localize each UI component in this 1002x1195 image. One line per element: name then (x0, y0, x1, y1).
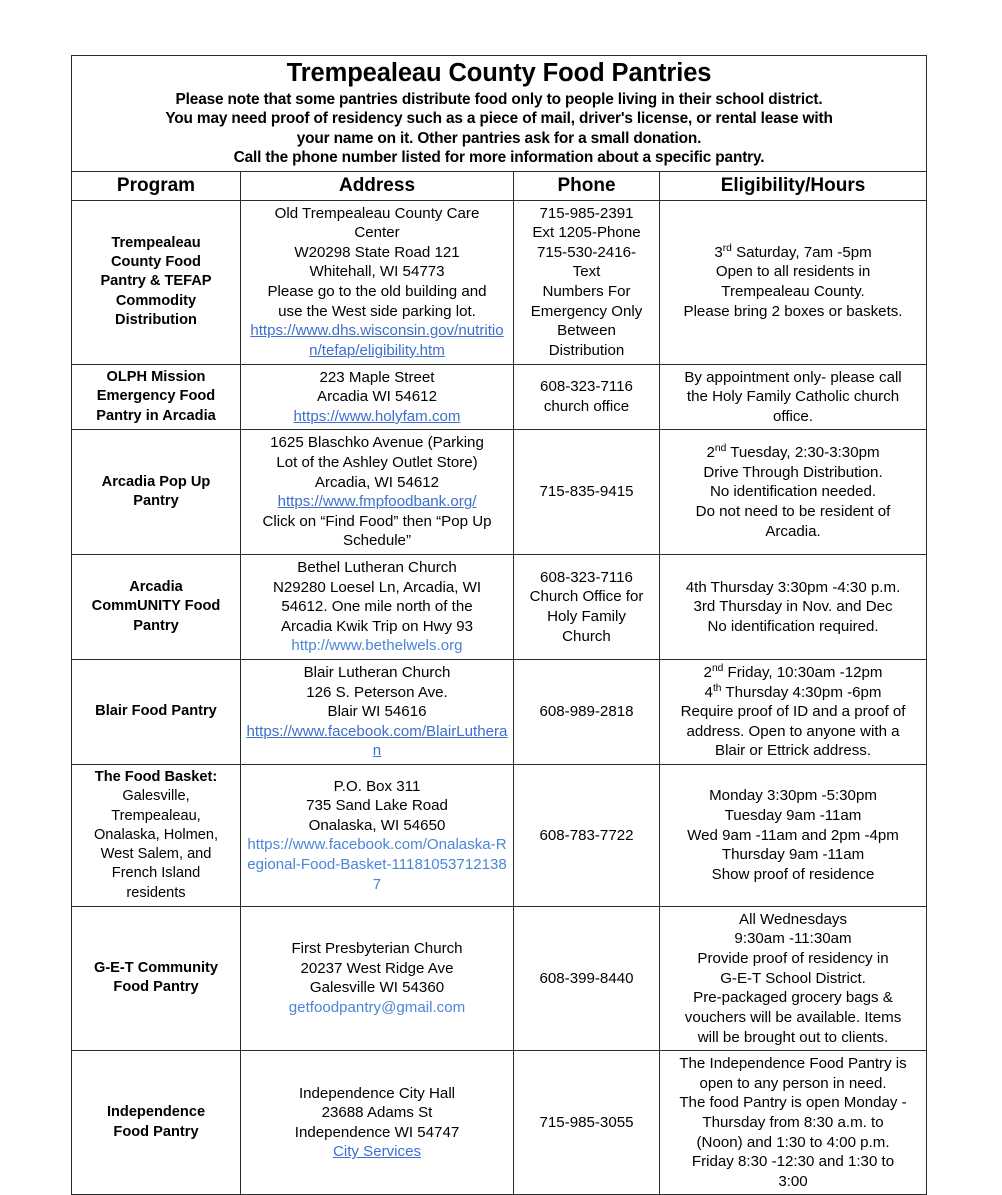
program-name: Arcadia CommUNITY Food Pantry (72, 555, 241, 660)
program-name: Trempealeau County Food Pantry & TEFAP Commodity Distribution (72, 200, 241, 364)
column-header-address: Address (241, 171, 514, 200)
phone-cell: 608-399-8440 (514, 906, 660, 1050)
program-name: Independence Food Pantry (72, 1051, 241, 1195)
address-cell: Independence City Hall 23688 Adams St Independence WI 54747 City Services (241, 1051, 514, 1195)
phone-cell: 608-783-7722 (514, 765, 660, 907)
column-header-eligibility-hours: Eligibility/Hours (660, 171, 927, 200)
column-header-phone: Phone (514, 171, 660, 200)
phone-cell: 608-323-7116 church office (514, 364, 660, 430)
program-name: OLPH Mission Emergency Food Pantry in Arcadia (72, 364, 241, 430)
table-row (72, 200, 927, 364)
program-name: G-E-T Community Food Pantry (72, 906, 241, 1050)
food-pantries-table (71, 55, 927, 1195)
eligibility-hours-cell: 2nd Friday, 10:30am -12pm 4th Thursday 4:30pm -6pm Require proof of ID and a proof of address. Open to anyone with a Blair or Ettrick address. (660, 660, 927, 765)
phone-cell: 715-985-2391 Ext 1205-Phone 715-530-2416- Text Numbers For Emergency Only Between Distribution (514, 200, 660, 364)
phone-cell: 608-989-2818 (514, 660, 660, 765)
document-header (72, 56, 927, 172)
eligibility-hours-cell: 4th Thursday 3:30pm -4:30 p.m. 3rd Thursday in Nov. and Dec No identification required. (660, 555, 927, 660)
address-link[interactable]: getfoodpantry@gmail.com (288, 999, 466, 1017)
eligibility-hours-cell: 3rd Saturday, 7am -5pm Open to all residents in Trempealeau County. Please bring 2 boxes or baskets. (660, 200, 927, 364)
program-name: Blair Food Pantry (72, 660, 241, 765)
phone-cell: 608-323-7116 Church Office for Holy Family Church (514, 555, 660, 660)
phone-cell: 715-985-3055 (514, 1051, 660, 1195)
address-link[interactable]: City Services (332, 1143, 422, 1161)
table-row (72, 765, 927, 907)
table-header-row (72, 171, 927, 200)
address-cell: Bethel Lutheran Church N29280 Loesel Ln, Arcadia, WI 54612. One mile north of the Arcadia Kwik Trip on Hwy 93 http://www.bethelwels.org (241, 555, 514, 660)
address-link[interactable]: http://www.bethelwels.org (291, 637, 463, 655)
address-cell: 223 Maple Street Arcadia WI 54612 https://www.holyfam.com (241, 364, 514, 430)
eligibility-hours-cell: 2nd Tuesday, 2:30-3:30pm Drive Through Distribution. No identification needed. Do not need to be resident of Arcadia. (660, 430, 927, 555)
address-link[interactable]: https://www.fmpfoodbank.org/ (277, 493, 477, 511)
address-link[interactable]: https://www.facebook.com/BlairLutheran (246, 722, 508, 760)
table-row (72, 660, 927, 765)
table-row (72, 364, 927, 430)
ordinal-suffix: rd (722, 242, 732, 254)
ordinal-suffix: nd (714, 443, 727, 455)
eligibility-hours-cell: All Wednesdays 9:30am -11:30am Provide proof of residency in G-E-T School District. Pre-packaged grocery bags & vouchers will be available. Items will be brought out to clients. (660, 906, 927, 1050)
program-name: Arcadia Pop Up Pantry (72, 430, 241, 555)
address-cell: Blair Lutheran Church 126 S. Peterson Ave. Blair WI 54616 https://www.facebook.com/BlairLutheran (241, 660, 514, 765)
page-title: Trempealeau County Food Pantries (286, 59, 712, 87)
phone-cell: 715-835-9415 (514, 430, 660, 555)
eligibility-hours-cell: By appointment only- please call the Holy Family Catholic church office. (660, 364, 927, 430)
table-row (72, 555, 927, 660)
address-link[interactable]: https://www.dhs.wisconsin.gov/nutrition/tefap/eligibility.htm (250, 322, 504, 359)
program-name: The Food Basket: Galesville, Trempealeau, Onalaska, Holmen, West Salem, and French Island residents (72, 765, 241, 907)
document-note: Please note that some pantries distribute food only to people living in their school district. You may need proof of residency such as a piece of mail, driver's license, or rental lease with your name on it. Other pantries ask for a small donation. Call the phone number listed for more information about a specific pantry. (165, 90, 833, 167)
address-link[interactable]: https://www.holyfam.com (293, 407, 461, 425)
ordinal-suffix: th (712, 682, 722, 694)
column-header-program: Program (72, 171, 241, 200)
ordinal-suffix: nd (711, 663, 724, 675)
address-cell: First Presbyterian Church 20237 West Ridge Ave Galesville WI 54360 getfoodpantry@gmail.com (241, 906, 514, 1050)
table-row (72, 906, 927, 1050)
address-cell: P.O. Box 311 735 Sand Lake Road Onalaska, WI 54650 https://www.facebook.com/Onalaska-Regional-Food-Basket-111810537121387 (241, 765, 514, 907)
address-cell: 1625 Blaschko Avenue (Parking Lot of the Ashley Outlet Store) Arcadia, WI 54612 https://www.fmpfoodbank.org/ Click on “Find Food” then “Pop Up Schedule” (241, 430, 514, 555)
address-link[interactable]: https://www.facebook.com/Onalaska-Regional-Food-Basket-111810537121387 (247, 836, 507, 893)
address-cell: Old Trempealeau County Care Center W20298 State Road 121 Whitehall, WI 54773 Please go to the old building and use the West side parking lot. https://www.dhs.wisconsin.gov/nutrition/tefap/eligibility.htm (241, 200, 514, 364)
eligibility-hours-cell: The Independence Food Pantry is open to any person in need. The food Pantry is open Monday - Thursday from 8:30 a.m. to (Noon) and 1:30 to 4:00 p.m. Friday 8:30 -12:30 and 1:30 to 3:00 (660, 1051, 927, 1195)
eligibility-hours-cell: Monday 3:30pm -5:30pm Tuesday 9am -11am Wed 9am -11am and 2pm -4pm Thursday 9am -11am Show proof of residence (660, 765, 927, 907)
table-row (72, 1051, 927, 1195)
table-row (72, 430, 927, 555)
